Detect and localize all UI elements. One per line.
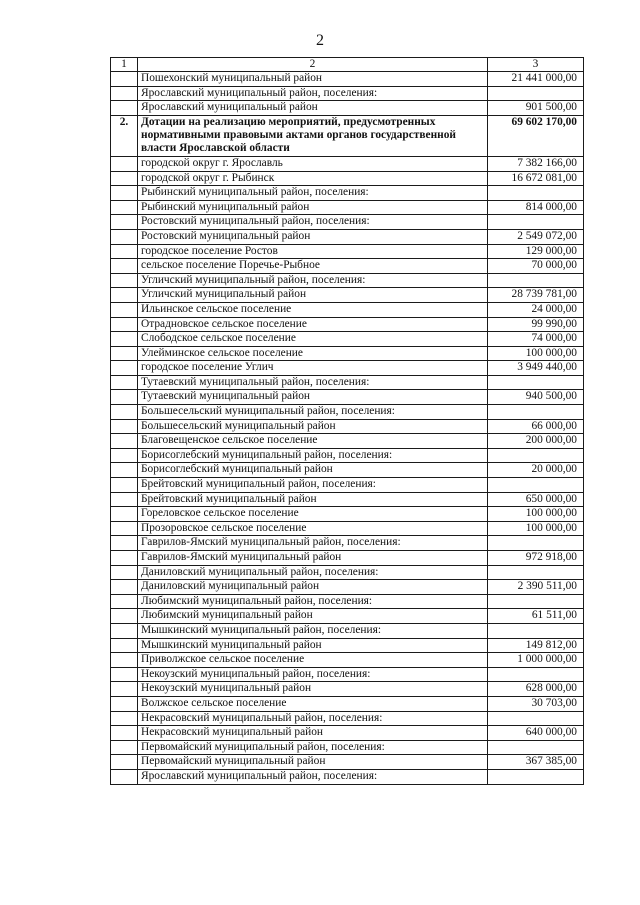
row-amount-cell: 100 000,00 bbox=[488, 507, 584, 522]
row-number-cell bbox=[111, 186, 138, 201]
row-number-cell bbox=[111, 332, 138, 347]
table-row bbox=[111, 115, 584, 156]
row-amount-cell: 30 703,00 bbox=[488, 696, 584, 711]
row-amount-cell: 20 000,00 bbox=[488, 463, 584, 478]
table-row bbox=[111, 755, 584, 770]
table-row bbox=[111, 156, 584, 171]
row-amount-cell bbox=[488, 86, 584, 101]
row-name-cell: Благовещенское сельское поселение bbox=[138, 434, 488, 449]
row-number-cell bbox=[111, 667, 138, 682]
row-number-cell bbox=[111, 755, 138, 770]
row-name-cell: городское поселение Углич bbox=[138, 361, 488, 376]
row-name-cell: Тутаевский муниципальный район bbox=[138, 390, 488, 405]
row-name-cell: Ярославский муниципальный район, поселения: bbox=[138, 86, 488, 101]
row-amount-cell: 28 739 781,00 bbox=[488, 288, 584, 303]
row-name-cell: Первомайский муниципальный район bbox=[138, 755, 488, 770]
row-number-cell bbox=[111, 638, 138, 653]
row-name-cell: Некоузский муниципальный район bbox=[138, 682, 488, 697]
row-amount-cell bbox=[488, 594, 584, 609]
row-number-cell bbox=[111, 101, 138, 116]
row-amount-cell: 972 918,00 bbox=[488, 551, 584, 566]
table-row bbox=[111, 171, 584, 186]
row-number-cell bbox=[111, 229, 138, 244]
table-row bbox=[111, 551, 584, 566]
row-name-cell: Мышкинский муниципальный район bbox=[138, 638, 488, 653]
row-name-cell: Некрасовский муниципальный район, поселения: bbox=[138, 711, 488, 726]
row-number-cell bbox=[111, 521, 138, 536]
row-name-cell: Ярославский муниципальный район, поселения: bbox=[138, 769, 488, 784]
row-name-cell: Борисоглебский муниципальный район bbox=[138, 463, 488, 478]
row-number-cell bbox=[111, 726, 138, 741]
table-row bbox=[111, 434, 584, 449]
row-amount-cell: 69 602 170,00 bbox=[488, 115, 584, 156]
row-name-cell: Прозоровское сельское поселение bbox=[138, 521, 488, 536]
page-number: 2 bbox=[316, 32, 324, 49]
row-amount-cell: 70 000,00 bbox=[488, 259, 584, 274]
row-name-cell: Тутаевский муниципальный район, поселения: bbox=[138, 375, 488, 390]
row-number-cell bbox=[111, 405, 138, 420]
row-amount-cell bbox=[488, 215, 584, 230]
row-number-cell bbox=[111, 302, 138, 317]
row-name-cell: Рыбинский муниципальный район bbox=[138, 200, 488, 215]
row-amount-cell: 149 812,00 bbox=[488, 638, 584, 653]
table-row bbox=[111, 726, 584, 741]
row-amount-cell bbox=[488, 478, 584, 493]
table-row bbox=[111, 740, 584, 755]
row-name-cell: Брейтовский муниципальный район, поселения: bbox=[138, 478, 488, 493]
table-row bbox=[111, 653, 584, 668]
table-row bbox=[111, 507, 584, 522]
row-name-cell: Слободское сельское поселение bbox=[138, 332, 488, 347]
row-number-cell bbox=[111, 375, 138, 390]
row-number-cell bbox=[111, 594, 138, 609]
row-amount-cell bbox=[488, 375, 584, 390]
row-name-cell: Рыбинский муниципальный район, поселения: bbox=[138, 186, 488, 201]
row-amount-cell bbox=[488, 273, 584, 288]
row-name-cell: Улейминское сельское поселение bbox=[138, 346, 488, 361]
row-name-cell: Волжское сельское поселение bbox=[138, 696, 488, 711]
row-amount-cell: 99 990,00 bbox=[488, 317, 584, 332]
row-number-cell bbox=[111, 390, 138, 405]
row-number-cell bbox=[111, 463, 138, 478]
table-row bbox=[111, 200, 584, 215]
row-amount-cell: 1 000 000,00 bbox=[488, 653, 584, 668]
row-name-cell: Ярославский муниципальный район bbox=[138, 101, 488, 116]
table-row bbox=[111, 565, 584, 580]
row-number-cell bbox=[111, 682, 138, 697]
row-name-cell: Ростовский муниципальный район, поселения: bbox=[138, 215, 488, 230]
table-row bbox=[111, 273, 584, 288]
row-amount-cell: 66 000,00 bbox=[488, 419, 584, 434]
row-amount-cell: 628 000,00 bbox=[488, 682, 584, 697]
table-body bbox=[111, 58, 584, 785]
row-number-cell bbox=[111, 259, 138, 274]
row-name-cell: Ильинское сельское поселение bbox=[138, 302, 488, 317]
header-col-1: 1 bbox=[111, 58, 138, 72]
table-row bbox=[111, 375, 584, 390]
row-name-cell: Гореловское сельское поселение bbox=[138, 507, 488, 522]
row-name-cell: городской округ г. Ярославль bbox=[138, 156, 488, 171]
row-amount-cell bbox=[488, 740, 584, 755]
row-name-cell: Любимский муниципальный район bbox=[138, 609, 488, 624]
row-name-cell: Отрадновское сельское поселение bbox=[138, 317, 488, 332]
header-col-3: 3 bbox=[488, 58, 584, 72]
row-number-cell bbox=[111, 72, 138, 87]
table-row bbox=[111, 448, 584, 463]
table-row bbox=[111, 288, 584, 303]
row-amount-cell: 2 549 072,00 bbox=[488, 229, 584, 244]
table-row bbox=[111, 405, 584, 420]
row-number-cell bbox=[111, 696, 138, 711]
table-row bbox=[111, 769, 584, 784]
row-amount-cell: 650 000,00 bbox=[488, 492, 584, 507]
row-name-cell: Приволжское сельское поселение bbox=[138, 653, 488, 668]
row-name-cell: Даниловский муниципальный район, поселения: bbox=[138, 565, 488, 580]
table-row bbox=[111, 696, 584, 711]
table-row bbox=[111, 259, 584, 274]
row-number-cell bbox=[111, 419, 138, 434]
table-row bbox=[111, 536, 584, 551]
row-amount-cell: 940 500,00 bbox=[488, 390, 584, 405]
row-number-cell bbox=[111, 346, 138, 361]
row-number-cell bbox=[111, 361, 138, 376]
row-amount-cell: 640 000,00 bbox=[488, 726, 584, 741]
row-number-cell bbox=[111, 507, 138, 522]
row-name-cell: Угличский муниципальный район, поселения: bbox=[138, 273, 488, 288]
row-amount-cell: 74 000,00 bbox=[488, 332, 584, 347]
row-amount-cell: 21 441 000,00 bbox=[488, 72, 584, 87]
row-number-cell bbox=[111, 565, 138, 580]
row-number-cell bbox=[111, 536, 138, 551]
row-number-cell bbox=[111, 156, 138, 171]
row-amount-cell bbox=[488, 667, 584, 682]
row-name-cell: Первомайский муниципальный район, поселения: bbox=[138, 740, 488, 755]
row-number-cell bbox=[111, 273, 138, 288]
row-number-cell bbox=[111, 288, 138, 303]
table-row bbox=[111, 317, 584, 332]
row-name-cell: Пошехонский муниципальный район bbox=[138, 72, 488, 87]
row-name-cell: городское поселение Ростов bbox=[138, 244, 488, 259]
table-row bbox=[111, 346, 584, 361]
row-name-cell: Даниловский муниципальный район bbox=[138, 580, 488, 595]
row-number-cell bbox=[111, 478, 138, 493]
row-amount-cell: 100 000,00 bbox=[488, 346, 584, 361]
row-amount-cell bbox=[488, 448, 584, 463]
row-number-cell bbox=[111, 711, 138, 726]
table-row bbox=[111, 390, 584, 405]
table-row bbox=[111, 594, 584, 609]
table-row bbox=[111, 667, 584, 682]
row-number-cell bbox=[111, 86, 138, 101]
row-name-cell: Гаврилов-Ямский муниципальный район, поселения: bbox=[138, 536, 488, 551]
row-number-cell bbox=[111, 580, 138, 595]
row-amount-cell bbox=[488, 186, 584, 201]
row-amount-cell bbox=[488, 769, 584, 784]
row-name-cell: Мышкинский муниципальный район, поселения: bbox=[138, 623, 488, 638]
row-number-cell bbox=[111, 244, 138, 259]
table-row bbox=[111, 101, 584, 116]
table-row bbox=[111, 229, 584, 244]
row-name-cell: Ростовский муниципальный район bbox=[138, 229, 488, 244]
row-number-cell bbox=[111, 492, 138, 507]
row-amount-cell: 24 000,00 bbox=[488, 302, 584, 317]
row-number-cell bbox=[111, 551, 138, 566]
row-amount-cell: 16 672 081,00 bbox=[488, 171, 584, 186]
row-name-cell: Угличский муниципальный район bbox=[138, 288, 488, 303]
table-row bbox=[111, 638, 584, 653]
row-amount-cell bbox=[488, 623, 584, 638]
table-row bbox=[111, 492, 584, 507]
row-name-cell: Брейтовский муниципальный район bbox=[138, 492, 488, 507]
row-number-cell bbox=[111, 171, 138, 186]
row-number-cell bbox=[111, 317, 138, 332]
table-row bbox=[111, 711, 584, 726]
row-number-cell bbox=[111, 740, 138, 755]
table-row bbox=[111, 478, 584, 493]
row-amount-cell: 367 385,00 bbox=[488, 755, 584, 770]
table-row bbox=[111, 463, 584, 478]
row-number-cell: 2. bbox=[111, 115, 138, 156]
row-number-cell bbox=[111, 448, 138, 463]
row-amount-cell: 61 511,00 bbox=[488, 609, 584, 624]
row-name-cell: Некоузский муниципальный район, поселения: bbox=[138, 667, 488, 682]
row-amount-cell: 3 949 440,00 bbox=[488, 361, 584, 376]
row-name-cell: Некрасовский муниципальный район bbox=[138, 726, 488, 741]
row-number-cell bbox=[111, 200, 138, 215]
row-amount-cell: 2 390 511,00 bbox=[488, 580, 584, 595]
table-row bbox=[111, 72, 584, 87]
row-name-cell: Большесельский муниципальный район, поселения: bbox=[138, 405, 488, 420]
row-number-cell bbox=[111, 623, 138, 638]
row-number-cell bbox=[111, 653, 138, 668]
row-amount-cell bbox=[488, 711, 584, 726]
row-name-cell: Дотации на реализацию мероприятий, предусмотренных нормативными правовыми актами органов государственной власти Ярославской области bbox=[138, 115, 488, 156]
table-row bbox=[111, 186, 584, 201]
table-row bbox=[111, 302, 584, 317]
row-name-cell: городской округ г. Рыбинск bbox=[138, 171, 488, 186]
table-row bbox=[111, 580, 584, 595]
row-name-cell: Борисоглебский муниципальный район, поселения: bbox=[138, 448, 488, 463]
row-number-cell bbox=[111, 434, 138, 449]
row-number-cell bbox=[111, 609, 138, 624]
row-name-cell: Гаврилов-Ямский муниципальный район bbox=[138, 551, 488, 566]
row-amount-cell: 200 000,00 bbox=[488, 434, 584, 449]
row-number-cell bbox=[111, 215, 138, 230]
row-amount-cell bbox=[488, 405, 584, 420]
table-row bbox=[111, 361, 584, 376]
table-header-row bbox=[111, 58, 584, 72]
row-amount-cell: 7 382 166,00 bbox=[488, 156, 584, 171]
row-name-cell: Любимский муниципальный район, поселения: bbox=[138, 594, 488, 609]
table-row bbox=[111, 623, 584, 638]
row-amount-cell bbox=[488, 536, 584, 551]
table-row bbox=[111, 419, 584, 434]
table-row bbox=[111, 244, 584, 259]
table-row bbox=[111, 521, 584, 536]
row-name-cell: Большесельский муниципальный район bbox=[138, 419, 488, 434]
table-row bbox=[111, 332, 584, 347]
table-row bbox=[111, 609, 584, 624]
budget-table bbox=[110, 57, 584, 785]
table-row bbox=[111, 215, 584, 230]
header-col-2: 2 bbox=[138, 58, 488, 72]
row-amount-cell: 814 000,00 bbox=[488, 200, 584, 215]
row-name-cell: сельское поселение Поречье-Рыбное bbox=[138, 259, 488, 274]
row-amount-cell bbox=[488, 565, 584, 580]
table-row bbox=[111, 682, 584, 697]
row-number-cell bbox=[111, 769, 138, 784]
row-amount-cell: 100 000,00 bbox=[488, 521, 584, 536]
table-row bbox=[111, 86, 584, 101]
row-amount-cell: 129 000,00 bbox=[488, 244, 584, 259]
row-amount-cell: 901 500,00 bbox=[488, 101, 584, 116]
